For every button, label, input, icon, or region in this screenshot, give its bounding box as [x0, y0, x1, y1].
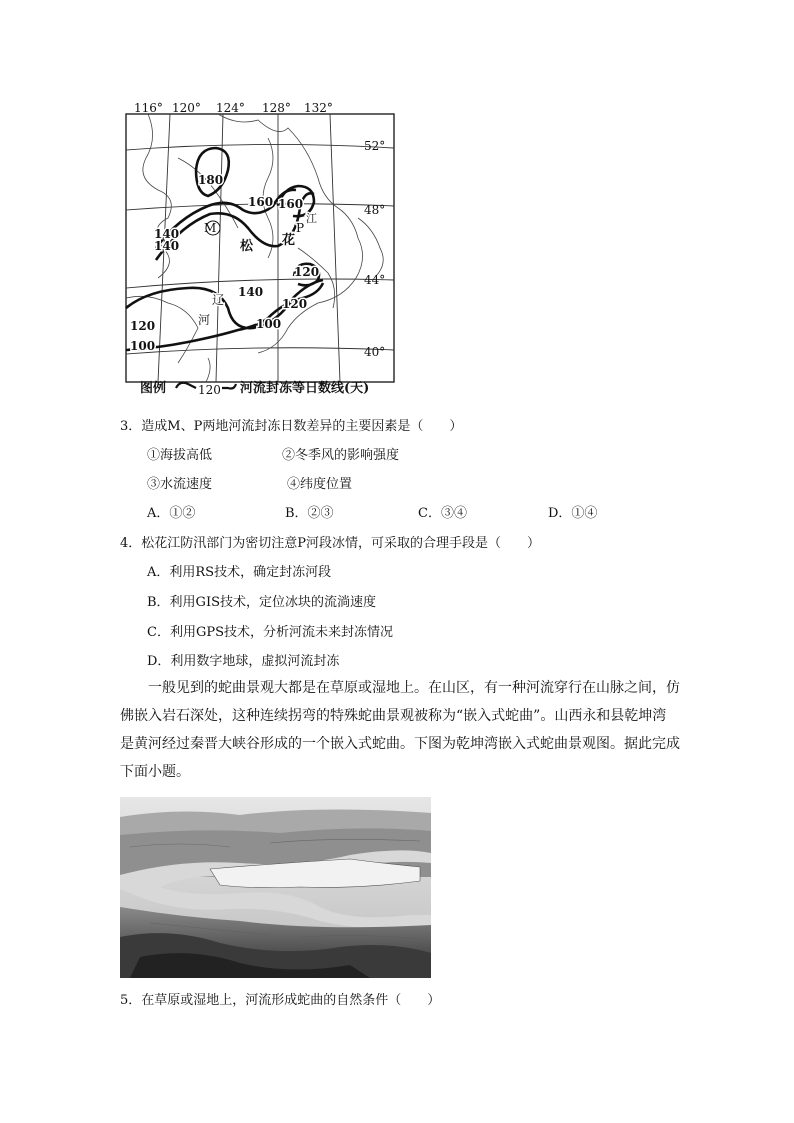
- point-p-label: P: [296, 221, 305, 235]
- river-label-song: 松: [240, 239, 254, 254]
- lon-label: 120°: [172, 101, 201, 115]
- river-label-hua: 花: [282, 233, 296, 248]
- question-5-stem: 5．在草原或湿地上，河流形成蛇曲的自然条件（ ）: [120, 993, 441, 1008]
- q4-choice-a[interactable]: A．利用RS技术，确定封冻河段: [147, 565, 332, 580]
- map-lon-labels: [134, 101, 333, 115]
- isoline-label: 100: [130, 339, 156, 353]
- isoline-label: 120: [294, 265, 320, 279]
- lat-label: 40°: [364, 345, 386, 359]
- lon-label: 124°: [216, 101, 245, 115]
- legend-isoline-sample: [176, 383, 196, 388]
- passage-line-3: 是黄河经过秦晋大峡谷形成的一个嵌入式蛇曲。下图为乾坤湾嵌入式蛇曲景观图。据此完成: [120, 736, 680, 752]
- q3-item-1: ①海拔高低: [147, 448, 213, 463]
- map-figure: [118, 98, 400, 400]
- question-3-stem: 3．造成M、P两地河流封冻日数差异的主要因素是（ ）: [120, 419, 463, 434]
- question-4-stem: 4．松花江防汛部门为密切注意P河段冰情，可采取的合理手段是（ ）: [120, 536, 541, 551]
- passage-line-1: 一般见到的蛇曲景观大都是在草原或湿地上。在山区，有一种河流穿行在山脉之间，仿: [148, 680, 680, 696]
- lat-label: 52°: [364, 139, 386, 153]
- lat-label: 44°: [364, 273, 386, 287]
- isoline-label: 100: [256, 317, 282, 331]
- q4-choice-c[interactable]: C．利用GPS技术，分析河流未来封冻情况: [147, 625, 393, 640]
- lat-label: 48°: [364, 203, 386, 217]
- isoline-label: 160: [278, 197, 304, 211]
- isoline-label: 120: [282, 297, 308, 311]
- isoline-label: 140: [238, 285, 264, 299]
- q3-choice-b[interactable]: B．②③: [285, 506, 334, 521]
- q3-item-4: ④纬度位置: [287, 477, 353, 492]
- isoline-label: 160: [248, 195, 274, 209]
- passage: [120, 674, 680, 786]
- passage-line-2: 佛嵌入岩石深处，这种连续拐弯的特殊蛇曲景观被称为“嵌入式蛇曲”。山西永和县乾坤湾: [120, 708, 667, 724]
- river-label-he: 河: [198, 313, 211, 327]
- q3-choice-d[interactable]: D．①④: [548, 506, 598, 521]
- isoline-label: 120: [130, 319, 156, 333]
- legend-caption: 河流封冻等日数线(天): [240, 381, 370, 396]
- legend-title: 图例: [140, 381, 167, 396]
- q3-item-2: ②冬季风的影响强度: [282, 448, 400, 463]
- passage-line-4: 下面小题。: [120, 764, 190, 780]
- isoline-label: 140: [154, 227, 180, 241]
- lon-label: 116°: [134, 101, 163, 115]
- q4-choice-b[interactable]: B．利用GIS技术，定位冰块的流淌速度: [147, 595, 376, 610]
- point-m-label: M: [204, 221, 217, 235]
- q3-choice-c[interactable]: C．③④: [418, 506, 467, 521]
- q3-choice-a[interactable]: A．①②: [147, 506, 196, 521]
- q3-item-3: ③水流速度: [147, 477, 213, 492]
- lon-label: 132°: [304, 101, 333, 115]
- legend-sample-value: 120: [198, 383, 221, 397]
- q4-choice-d[interactable]: D．利用数字地球，虚拟河流封冻: [147, 654, 340, 669]
- isoline-label: 140: [154, 239, 180, 253]
- lon-label: 128°: [262, 101, 291, 115]
- river-label-liao: 辽: [212, 293, 225, 307]
- river-label-jiang: 江: [306, 212, 317, 225]
- meander-photo: [120, 797, 431, 978]
- isoline-label: 180: [198, 173, 224, 187]
